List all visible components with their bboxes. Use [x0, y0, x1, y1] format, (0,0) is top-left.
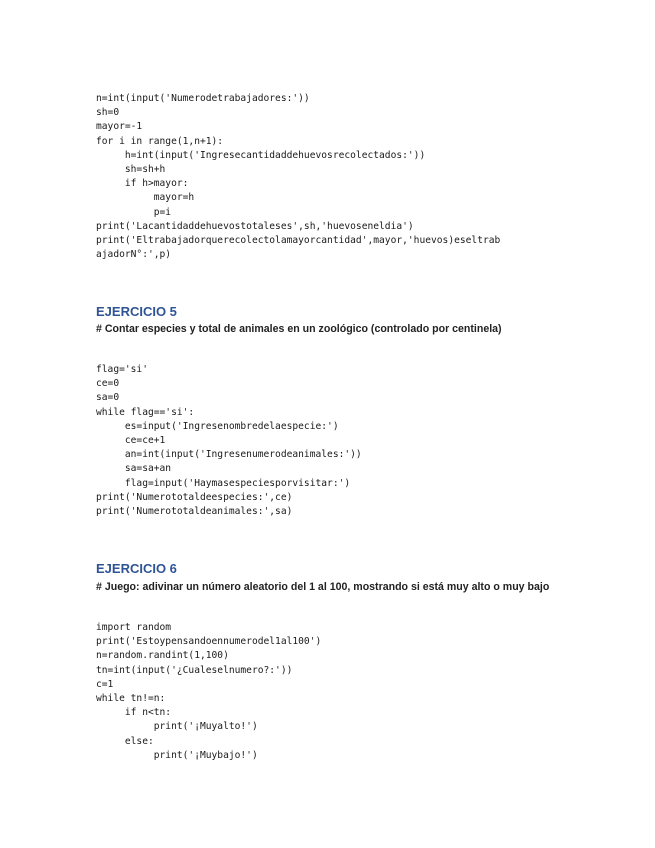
- code-line: print('Lacantidaddehuevostotaleses',sh,'huevoseneldia'): [96, 220, 414, 232]
- code-line: sh=sh+h: [96, 163, 166, 175]
- code-line: sh=0: [96, 107, 120, 119]
- code-line: import random: [96, 622, 172, 633]
- code-line: while tn!=n:: [96, 692, 166, 704]
- code-line: c=1: [96, 678, 114, 690]
- code-line: else:: [96, 735, 154, 747]
- comment-exercise-6: # Juego: adivinar un número aleatorio del 1 al 100, mostrando si está muy alto o muy bajo: [96, 581, 550, 593]
- code-line: p=i: [96, 206, 172, 218]
- code-line: print('Estoypensandoennumerodel1al100'): [96, 636, 322, 648]
- code-line: h=int(input('Ingresecantidaddehuevosrecolectados:')): [96, 149, 426, 161]
- code-line: print('¡Muybajo!'): [96, 749, 258, 761]
- code-line: print('Numerototaldeanimales:',sa): [96, 505, 293, 517]
- code-line: print('Eltrabajadorquerecolectolamayorcantidad',mayor,'huevos)eseltrab: [96, 234, 501, 246]
- code-line: if n<tn:: [96, 707, 172, 719]
- code-line: mayor=h: [96, 192, 195, 204]
- code-line: n=int(input('Numerodetrabajadores:')): [96, 93, 310, 104]
- code-line: sa=sa+an: [96, 463, 172, 475]
- code-line: print('¡Muyalto!'): [96, 721, 258, 733]
- code-line: n=random.randint(1,100): [96, 650, 229, 662]
- heading-exercise-5: EJERCICIO 5: [96, 304, 177, 319]
- code-line: ce=ce+1: [96, 434, 166, 446]
- code-line: while flag=='si':: [96, 406, 195, 418]
- code-line: tn=int(input('¿Cualeselnumero?:')): [96, 664, 293, 676]
- code-line: if h>mayor:: [96, 178, 189, 190]
- code-line: mayor=-1: [96, 121, 143, 133]
- code-line: flag='si': [96, 364, 148, 375]
- code-line: an=int(input('Ingresenumerodeanimales:')): [96, 449, 362, 461]
- code-line: ajadorN°:',p): [96, 249, 172, 261]
- comment-exercise-5: # Contar especies y total de animales en un zoológico (controlado por centinela): [96, 323, 502, 335]
- code-block-exercise-5: [96, 363, 362, 519]
- code-line: print('Numerototaldeespecies:',ce): [96, 491, 293, 503]
- code-line: for i in range(1,n+1):: [96, 135, 224, 147]
- code-block-exercise-6: [96, 621, 321, 763]
- code-line: flag=input('Haymasespeciesporvisitar:'): [96, 477, 351, 489]
- heading-exercise-6: EJERCICIO 6: [96, 561, 177, 576]
- code-line: sa=0: [96, 392, 120, 404]
- code-line: es=input('Ingresenombredelaespecie:'): [96, 420, 339, 432]
- code-line: ce=0: [96, 378, 120, 390]
- code-block-exercise-4: [96, 92, 500, 262]
